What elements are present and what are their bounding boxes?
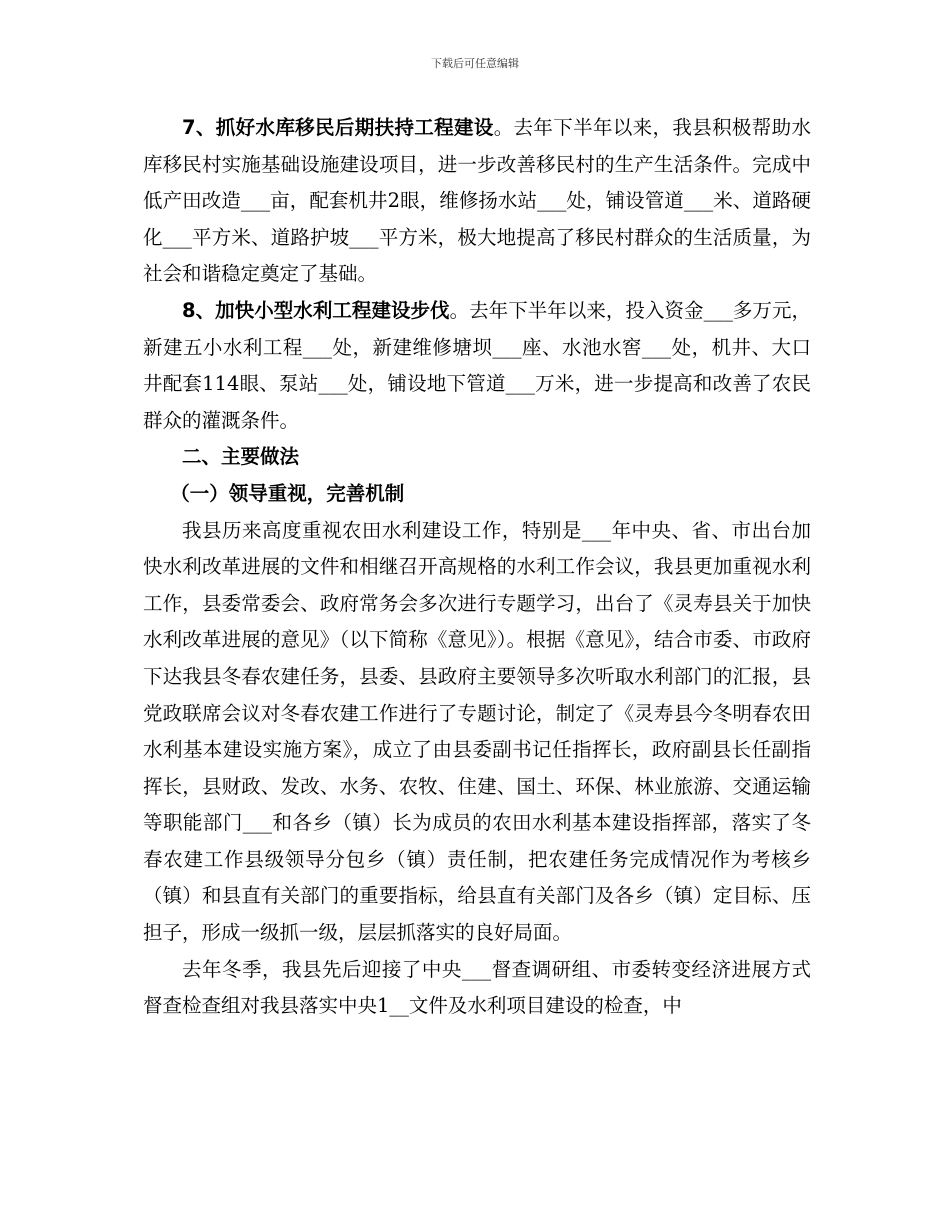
section-heading: 二、主要做法 [182, 445, 300, 469]
paragraph-item-8 [143, 293, 811, 439]
document-body [143, 110, 811, 1025]
paragraph-item-7 [143, 110, 811, 293]
item-7-body: 。去年下半年以来，我县积极帮助水库移民村实施基础设施建设项目，进一步改善移民村的生产生活条件。完成中低产田改造___亩，配套机井2眼，维修扬水站___处，铺设管道___米、道路硬化___平方米、道路护坡___平方米，极大地提高了移民村群众的生活质量，为社会和谐稳定奠定了基础。 [143, 116, 811, 286]
item-8-body: 。去年下半年以来，投入资金___多万元，新建五小水利工程___处，新建维修塘坝___座、水池水窖___处，机井、大口井配套114眼、泵站___处，铺设地下管道___万米，进一步提高和改善了农民群众的灌溉条件。 [143, 298, 811, 432]
paragraph-body-2: 去年冬季，我县先后迎接了中央___督查调研组、市委转变经济进展方式督查检查组对我县落实中央1__文件及水利项目建设的检查，中 [143, 957, 811, 1018]
item-7-title: 7、抓好水库移民后期扶持工程建设 [182, 116, 494, 139]
item-8-title: 8、加快小型水利工程建设步伐 [182, 298, 450, 322]
subsection-heading: （一）领导重视，完善机制 [170, 481, 405, 505]
paragraph-body-1: 我县历来高度重视农田水利建设工作，特别是___年中央、省、市出台加快水利改革进展的文件和相继召开高规格的水利工作会议，我县更加重视水利工作，县委常委会、政府常务会多次进行专题学习，出台了《灵寿县关于加快水利改革进展的意见》（以下简称《意见》）。根据《意见》，结合市委、市政府下达我县冬春农建任务，县委、县政府主要领导多次听取水利部门的汇报，县党政联席会议对冬春农建工作进行了专题讨论，制定了《灵寿县今冬明春农田水利基本建设实施方案》，成立了由县委副书记任指挥长，政府副县长任副指挥长，县财政、发改、水务、农牧、住建、国土、环保、林业旅游、交通运输等职能部门___和各乡（镇）长为成员的农田水利基本建设指挥部，落实了冬春农建工作县级领导分包乡（镇）责任制，把农建任务完成情况作为考核乡（镇）和县直有关部门的重要指标，给县直有关部门及各乡（镇）定目标、压担子，形成一级抓一级，层层抓落实的良好局面。 [143, 518, 811, 945]
page-header: 下载后可任意编辑 [431, 57, 519, 70]
